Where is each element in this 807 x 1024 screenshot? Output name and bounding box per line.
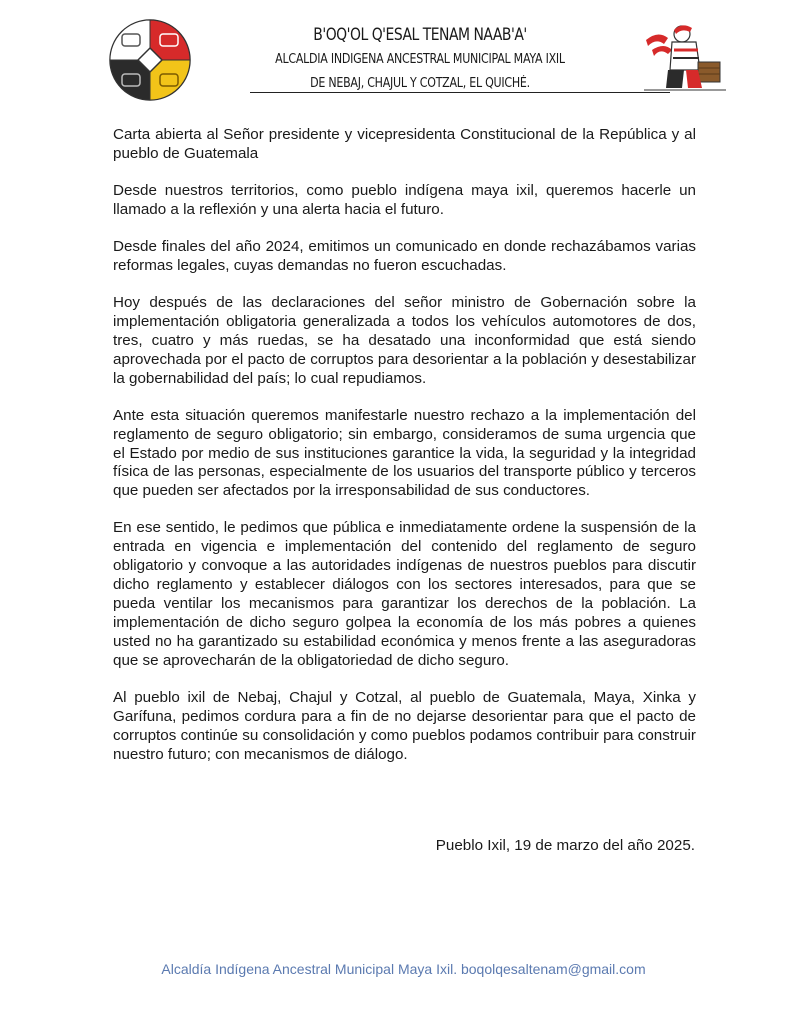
letter-body [113,126,696,783]
letter-paragraph: Desde nuestros territorios, como pueblo indígena maya ixil, queremos hacerle un llamado a la reflexión y una alerta hacia el futuro. [113,182,696,218]
maya-figure-illustration [638,20,730,92]
header-divider [250,92,670,93]
letterhead [0,0,807,100]
letter-paragraph: Desde finales del año 2024, emitimos un comunicado en donde rechazábamos varias reformas legales, cuyas demandas no fueron escuchadas. [113,238,696,274]
letter-paragraph: Hoy después de las declaraciones del señor ministro de Gobernación sobre la implementación obligatoria generalizada a todos los vehículos automotores de dos, tres, cuatro y más ruedas, se ha desatado una inconformidad que está siendo aprovechada por el pacto de corruptos para desorientar a la población y desestabilizar la gobernabilidad del país; lo cual repudiamos. [113,294,696,387]
footer-contact: Alcaldía Indígena Ancestral Municipal Maya Ixil. boqolqesaltenam@gmail.com [161,961,646,977]
letter-closing-date: Pueblo Ixil, 19 de marzo del año 2025. [435,837,695,854]
letter-paragraph: En ese sentido, le pedimos que pública e inmediatamente ordene la suspensión de la entrada en vigencia e implementación del contenido del reglamento de seguro obligatorio y convoque a las autoridades indígenas de nuestros pueblos para discutir dicho reglamento y establecer diálogos con los sectores interesados, para que se pueda ventilar los mecanismos para garantizar los derechos de la población. La implementación de dicho seguro golpea la economía de los más pobres a quienes usted no ha garantizado su estabilidad económica y menos frente a las aseguradoras que se aprovecharán de la obligatoriedad de dicho seguro. [113,519,696,669]
four-color-circle-emblem-icon [108,18,192,102]
letter-paragraph: Al pueblo ixil de Nebaj, Chajul y Cotzal, al pueblo de Guatemala, Maya, Xinka y Garífuna, pedimos cordura para a fin de no dejarse desorientar para que el pacto de corruptos continúe su consolidación y como pueblos podamos contribuir para construir nuestro futuro; con mecanismos de diálogo. [113,688,696,763]
letter-salutation: Carta abierta al Señor presidente y vicepresidenta Constitucional de la República y al pueblo de Guatemala [113,126,696,162]
organization-subtitle: ALCALDIA INDIGENA ANCESTRAL MUNICIPAL MAYA IXIL [275,52,565,67]
organization-title: B'OQ'OL Q'ESAL TENAM NAAB'A' [313,25,527,45]
organization-location: DE NEBAJ, CHAJUL Y COTZAL, EL QUICHÉ. [310,76,530,91]
letter-paragraph: Ante esta situación queremos manifestarle nuestro rechazo a la implementación del reglamento de seguro obligatorio; sin embargo, consideramos de suma urgencia que el Estado por medio de sus instituciones garantice la vida, la seguridad y la integridad física de las personas, especialmente de los usuarios del transporte público y terceros que pueden ser afectados por la irresponsabilidad de sus conductores. [113,406,696,500]
